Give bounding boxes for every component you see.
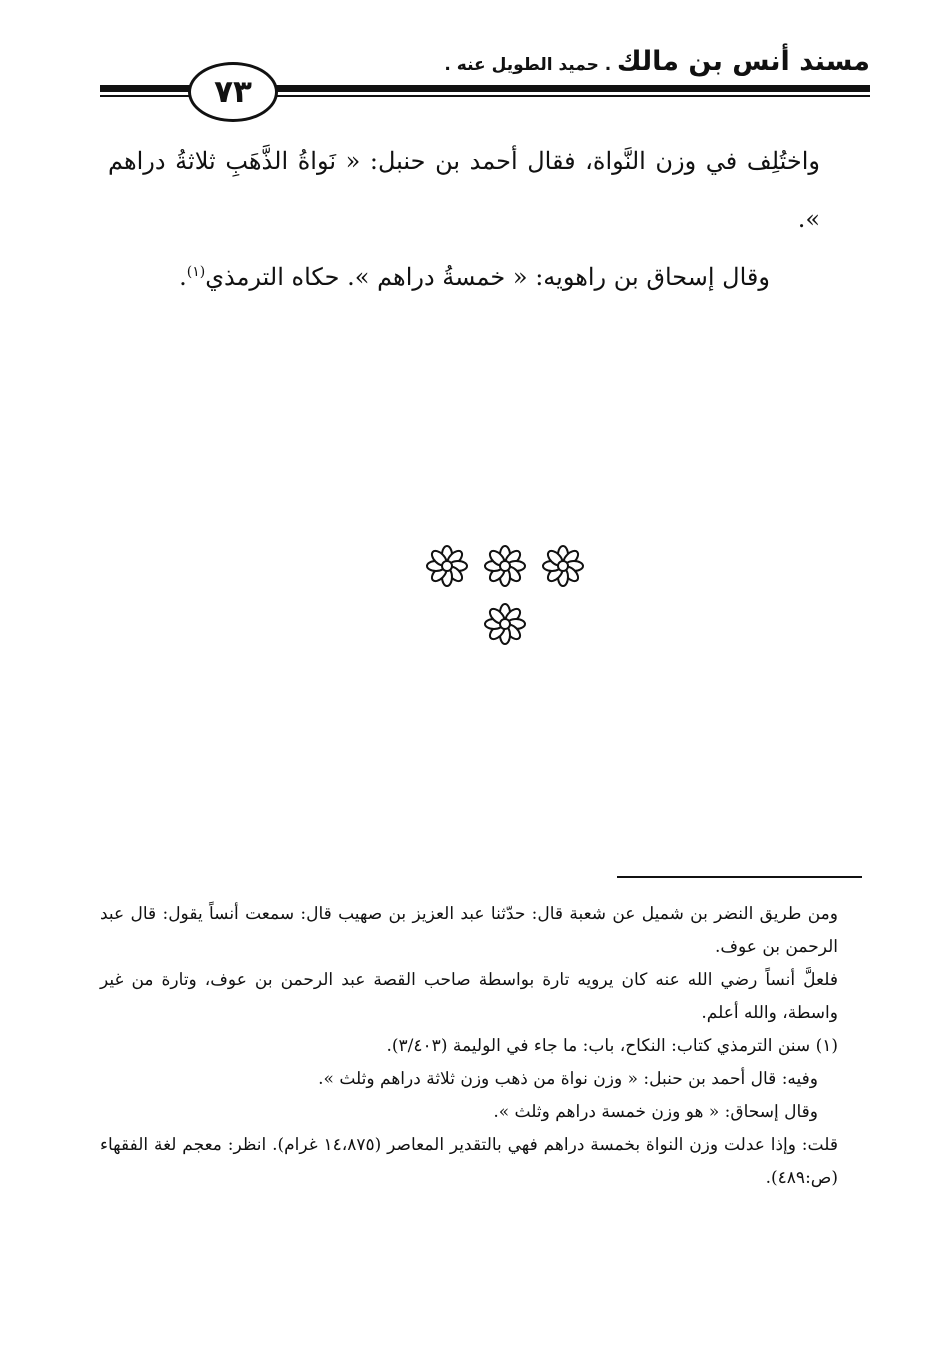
page-header <box>100 40 870 110</box>
footnote-line: فلعلَّ أنساً رضي الله عنه كان يرويه تارة بواسطة صاحب القصة عبد الرحمن بن عوف، وتارة من غير واسطة، والله أعلم. <box>100 970 838 1023</box>
footnotes <box>100 898 838 1195</box>
paragraph <box>108 248 820 306</box>
section-ornament <box>405 540 605 652</box>
footnote-line: (١) سنن الترمذي كتاب: النكاح، باب: ما جاء في الوليمة (٣/٤٠٣). <box>386 1036 838 1056</box>
footnote-marker: (١) <box>186 264 206 280</box>
page-number: ٧٣ <box>188 62 278 122</box>
footnote-line: ومن طريق النضر بن شميل عن شعبة قال: حدّثنا عبد العزيز بن صهيب قال: سمعت أنساً يقول: قال عبد الرحمن بن عوف. <box>100 904 838 957</box>
footnote-line: قلت: وإذا عدلت وزن النواة بخمسة دراهم فهي بالتقدير المعاصر (١٤،٨٧٥ غرام). انظر: معجم لغة الفقهاء (ص:٤٨٩). <box>100 1135 838 1188</box>
footnote-line: وقال إسحاق: « هو وزن خمسة دراهم وثلث ». <box>493 1102 818 1122</box>
footnote-line: وفيه: قال أحمد بن حنبل: « وزن نواة من ذهب وزن ثلاثة دراهم وثلث ». <box>318 1069 818 1089</box>
running-title <box>444 46 870 77</box>
paragraph-end: . <box>179 263 187 291</box>
flower-ornament-icon <box>483 544 527 588</box>
running-title-sub: . حميد الطويل عنه . <box>444 55 612 75</box>
footnote-separator <box>617 876 862 878</box>
flower-ornament-icon <box>541 544 585 588</box>
paragraph: واختُلِف في وزن النَّواة، فقال أحمد بن حنبل: « نَواةُ الذَّهَبِ ثلاثةُ دراهم ». <box>108 147 820 233</box>
flower-ornament-icon <box>425 544 469 588</box>
paragraph-text: وقال إسحاق بن راهويه: « خمسةُ دراهم ». حكاه الترمذي <box>205 263 770 291</box>
running-title-main: مسند أنس بن مالك <box>616 46 870 77</box>
main-text <box>108 132 820 306</box>
flower-ornament-icon <box>483 602 527 646</box>
